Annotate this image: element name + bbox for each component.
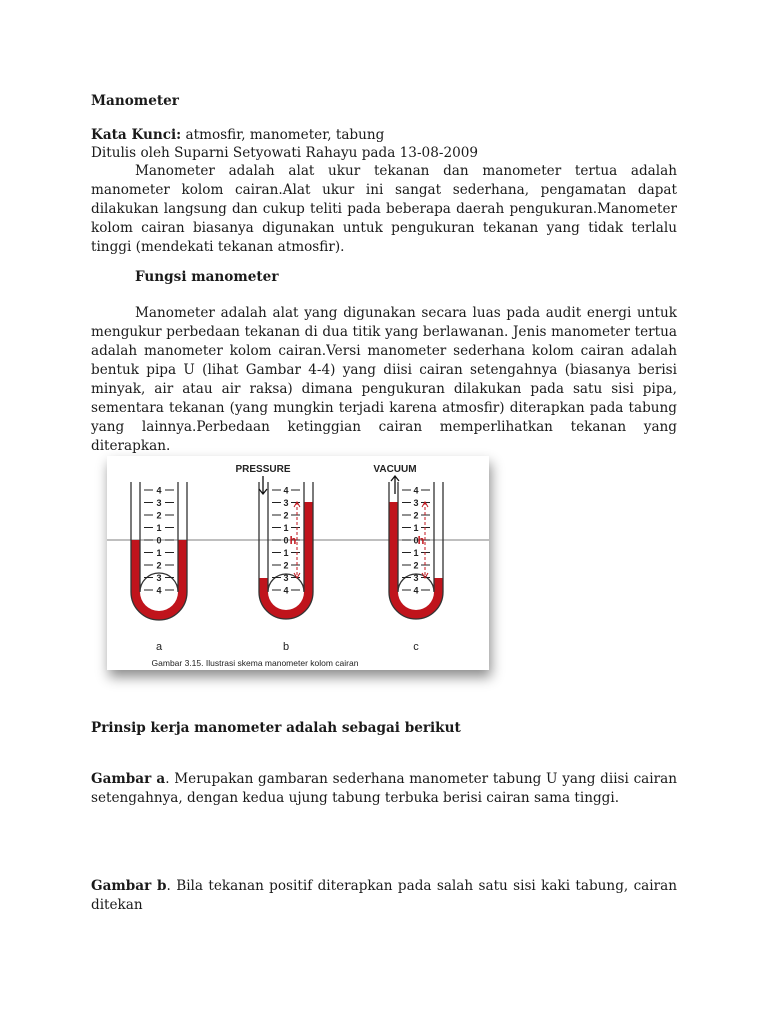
figure-label-b: b [282,641,290,653]
gambar-a-text: . Merupakan gambaran sederhana manometer tabung U yang diisi cairan setengahnya, dengan kedua ujung tabung terbuka berisi cairan sama tinggi. [91,771,677,806]
scale-label-a: 0 [156,535,162,546]
paragraph-intro: Manometer adalah alat ukur tekanan dan manometer tertua adalah manometer kolom cairan.Alat ukur ini sangat sederhana, pengamatan dapat dilakukan langsung dan cukup teliti pada beberapa daerah pengukuran.Manometer kolom cairan biasanya digunakan untuk pengukuran tekanan yang tidak terlalu tinggi (mendekati tekanan atmosfir). [91,163,677,255]
keywords-line [91,126,677,145]
scale-label-c: 0 [413,535,419,546]
scale-label-c: 3 [413,573,419,583]
scale-label-b: 1 [283,548,289,558]
scale-label-a: 3 [156,573,162,583]
gambar-b-text: . Bila tekanan positif diterapkan pada salah satu sisi kaki tabung, cairan ditekan [91,878,677,913]
scale-label-c: 4 [413,485,419,496]
keywords-text: atmosfir, manometer, tabung [181,127,385,143]
gambar-a-label: Gambar a [91,771,166,787]
pressure-label: PRESSURE [235,464,291,475]
document-title: Manometer [91,93,179,109]
scale-label-a: 2 [156,510,162,521]
scale-label-b: 2 [283,560,289,571]
scale-label-a: 2 [156,560,162,571]
manometer-diagram [107,456,489,670]
paragraph-gambar-b [91,877,677,915]
scale-label-b: 3 [283,573,289,583]
manometer-figure [107,456,489,670]
byline: Ditulis oleh Suparni Setyowati Rahayu pada 13-08-2009 [91,145,479,161]
pressure-arrow-icon [259,476,267,494]
scale-label-b: 2 [283,510,289,521]
vacuum-label: VACUUM [373,464,417,475]
scale-label-c: 2 [413,560,419,571]
scale-label-c: 2 [413,510,419,521]
scale-label-a: 4 [156,585,162,596]
scale-label-b: 4 [283,485,289,496]
scale-label-b: 3 [283,498,289,508]
figure-label-a: a [155,641,163,653]
heading-prinsip: Prinsip kerja manometer adalah sebagai berikut [91,720,461,736]
scale-label-c: 1 [413,548,419,558]
figure-caption: Gambar 3.15. Ilustrasi skema manometer kolom cairan [151,658,359,668]
paragraph-fungsi: Manometer adalah alat yang digunakan secara luas pada audit energi untuk mengukur perbedaan tekanan di dua titik yang berlawanan. Jenis manometer tertua adalah manometer kolom cairan.Versi manometer sederhana kolom cairan adalah bentuk pipa U (lihat Gambar 4-4) yang diisi cairan setengahnya (biasanya berisi minyak, air atau air raksa) dimana pengukuran dilakukan pada satu sisi pipa, sementara tekanan (yang mungkin terjadi karena atmosfir) diterapkan pada tabung yang lainnya.Perbedaan ketinggian cairan memperlihatkan tekanan yang diterapkan. [91,305,677,454]
scale-label-a: 1 [156,523,162,533]
heading-fungsi: Fungsi manometer [135,269,279,285]
scale-label-a: 4 [156,485,162,496]
scale-label-b: 0 [283,535,289,546]
gambar-b-label: Gambar b [91,878,167,894]
keywords-label: Kata Kunci: [91,127,182,143]
h-label-c: h [417,535,425,547]
scale-label-b: 4 [283,585,289,596]
scale-label-b: 1 [283,523,289,533]
scale-label-c: 1 [413,523,419,533]
scale-label-c: 4 [413,585,419,596]
scale-label-c: 3 [413,498,419,508]
scale-label-a: 3 [156,498,162,508]
h-label-b: h [289,535,297,547]
paragraph-gambar-a [91,770,677,808]
figure-label-c: c [413,641,419,653]
scale-label-a: 1 [156,548,162,558]
